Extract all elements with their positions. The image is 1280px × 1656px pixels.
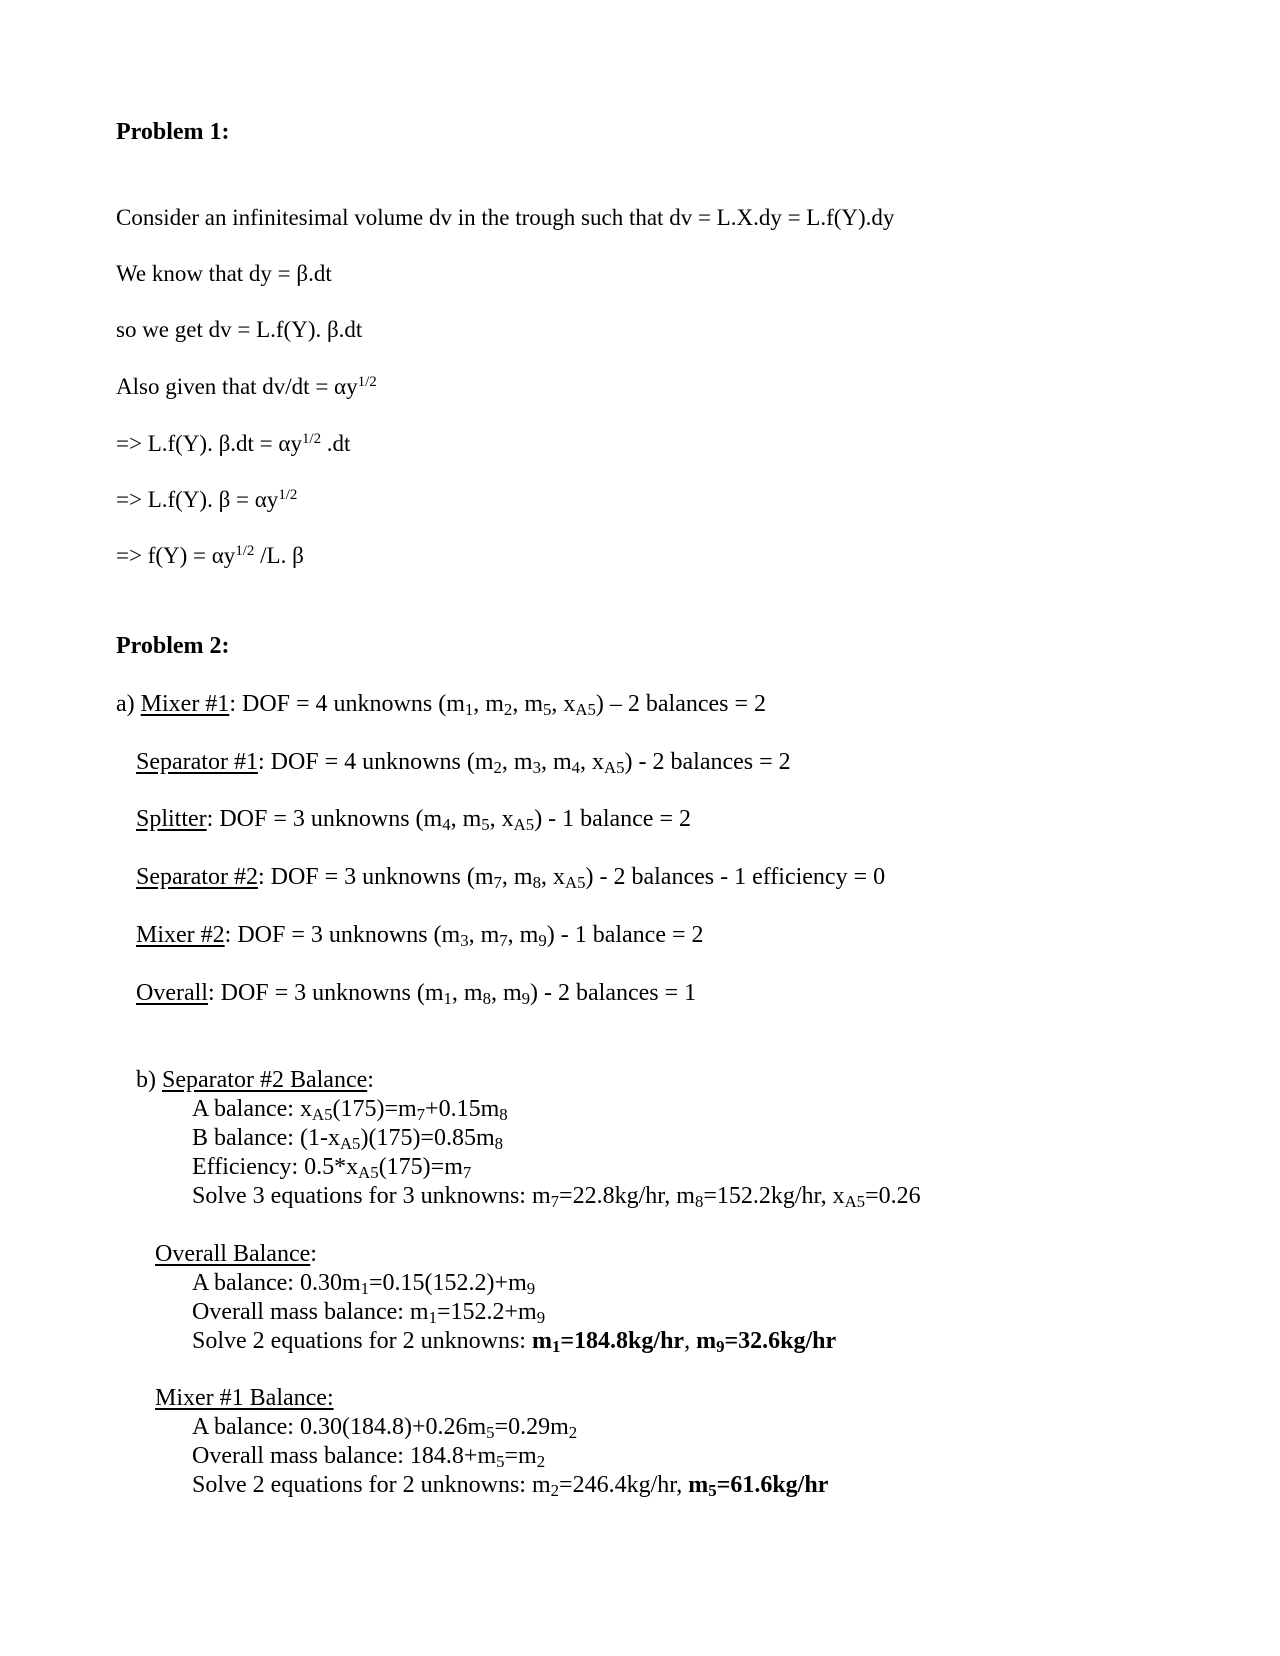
separator2-a-balance: A balance: $x_{A5}(175)=m_7+0.15m_8$ bbox=[192, 1096, 508, 1125]
overall-solve: Solve 2 equations for 2 unknowns: $m_1=184.8kg/hr$, $m_9=32.6kg/hr$ bbox=[192, 1328, 837, 1357]
overall-a-balance: A balance: $0.30m_1=0.15(152.2)+m_9$ bbox=[192, 1270, 536, 1299]
problem2-heading: Problem 2: bbox=[116, 633, 230, 659]
problem1-line-eq1: => L.f(Y). $\beta.dt = \alpha y^{1/2}$ .dt bbox=[116, 430, 351, 456]
problem1-line-volume: Consider an infinitesimal volume dv in the trough such that dv = L.X.dy = L.f(Y).dy bbox=[116, 205, 895, 230]
overall-balance-title: Overall Balance: bbox=[155, 1241, 317, 1267]
problem1-line-dy: We know that dy = β.dt bbox=[116, 261, 332, 286]
mixer1-a-balance: A balance: $0.30(184.8)+0.26m_5=0.29m_2$ bbox=[192, 1414, 578, 1443]
separator2-efficiency: Efficiency: $0.5*x_{A5}(175)=m_7$ bbox=[192, 1154, 472, 1183]
dof-line-overall: Overall: DOF = 3 unknowns ($m_1$, $m_8$, $m_9) - 2$ balances = 1 bbox=[136, 980, 697, 1009]
dof-line-separator2: Separator #2: DOF = 3 unknowns ($m_7$, $m_8$, $x_{A5}) - 2$ balances - 1 efficiency = 0 bbox=[136, 864, 886, 893]
overall-mass-balance: Overall mass balance: $m_1=152.2+m_9$ bbox=[192, 1299, 546, 1328]
dof-line-splitter: Splitter: DOF = 3 unknowns ($m_4$, $m_5$, $x_{A5}) - 1$ balance = 2 bbox=[136, 806, 691, 835]
dof-line-mixer1: a) Mixer #1: DOF = 4 unknowns ($m_1$, $m_2$, $m_5$, $x_{A5}) - 2$ balances = 2 bbox=[116, 691, 767, 720]
separator2-solve: Solve 3 equations for 3 unknowns: $m_7=22.8kg/hr$, $m_8=152.2kg/hr$, $x_{A5}=0.26$ bbox=[192, 1183, 921, 1212]
problem1-line-dv: so we get dv = L.f(Y). β.dt bbox=[116, 317, 363, 342]
separator2-balance-title: b) Separator #2 Balance: bbox=[136, 1067, 374, 1093]
mixer1-mass-balance: Overall mass balance: $184.8+m_5=m_2$ bbox=[192, 1443, 546, 1472]
dof-line-separator1: Separator #1: DOF = 4 unknowns ($m_2$, $m_3$, $m_4$, $x_{A5}) - 2$ balances = 2 bbox=[136, 749, 791, 778]
problem1-line-given: Also given that $dv/dt = \alpha y^{1/2}$ bbox=[116, 373, 377, 399]
problem1-line-eq3: => $f(Y) = \alpha y^{1/2}$ /L. β bbox=[116, 542, 304, 568]
mixer1-solve: Solve 2 equations for 2 unknowns: $m_2=246.4kg/hr$, $m_5=61.6kg/hr$ bbox=[192, 1472, 829, 1501]
problem1-line-eq2: => L.f(Y). $\beta = \alpha y^{1/2}$ bbox=[116, 486, 298, 512]
problem1-heading: Problem 1: bbox=[116, 119, 230, 145]
separator2-b-balance: B balance: $(1-x_{A5})(175)=0.85m_8$ bbox=[192, 1125, 504, 1154]
mixer1-balance-title: Mixer #1 Balance: bbox=[155, 1385, 334, 1411]
dof-line-mixer2: Mixer #2: DOF = 3 unknowns ($m_3$, $m_7$, $m_9) - 1$ balance = 2 bbox=[136, 922, 704, 951]
